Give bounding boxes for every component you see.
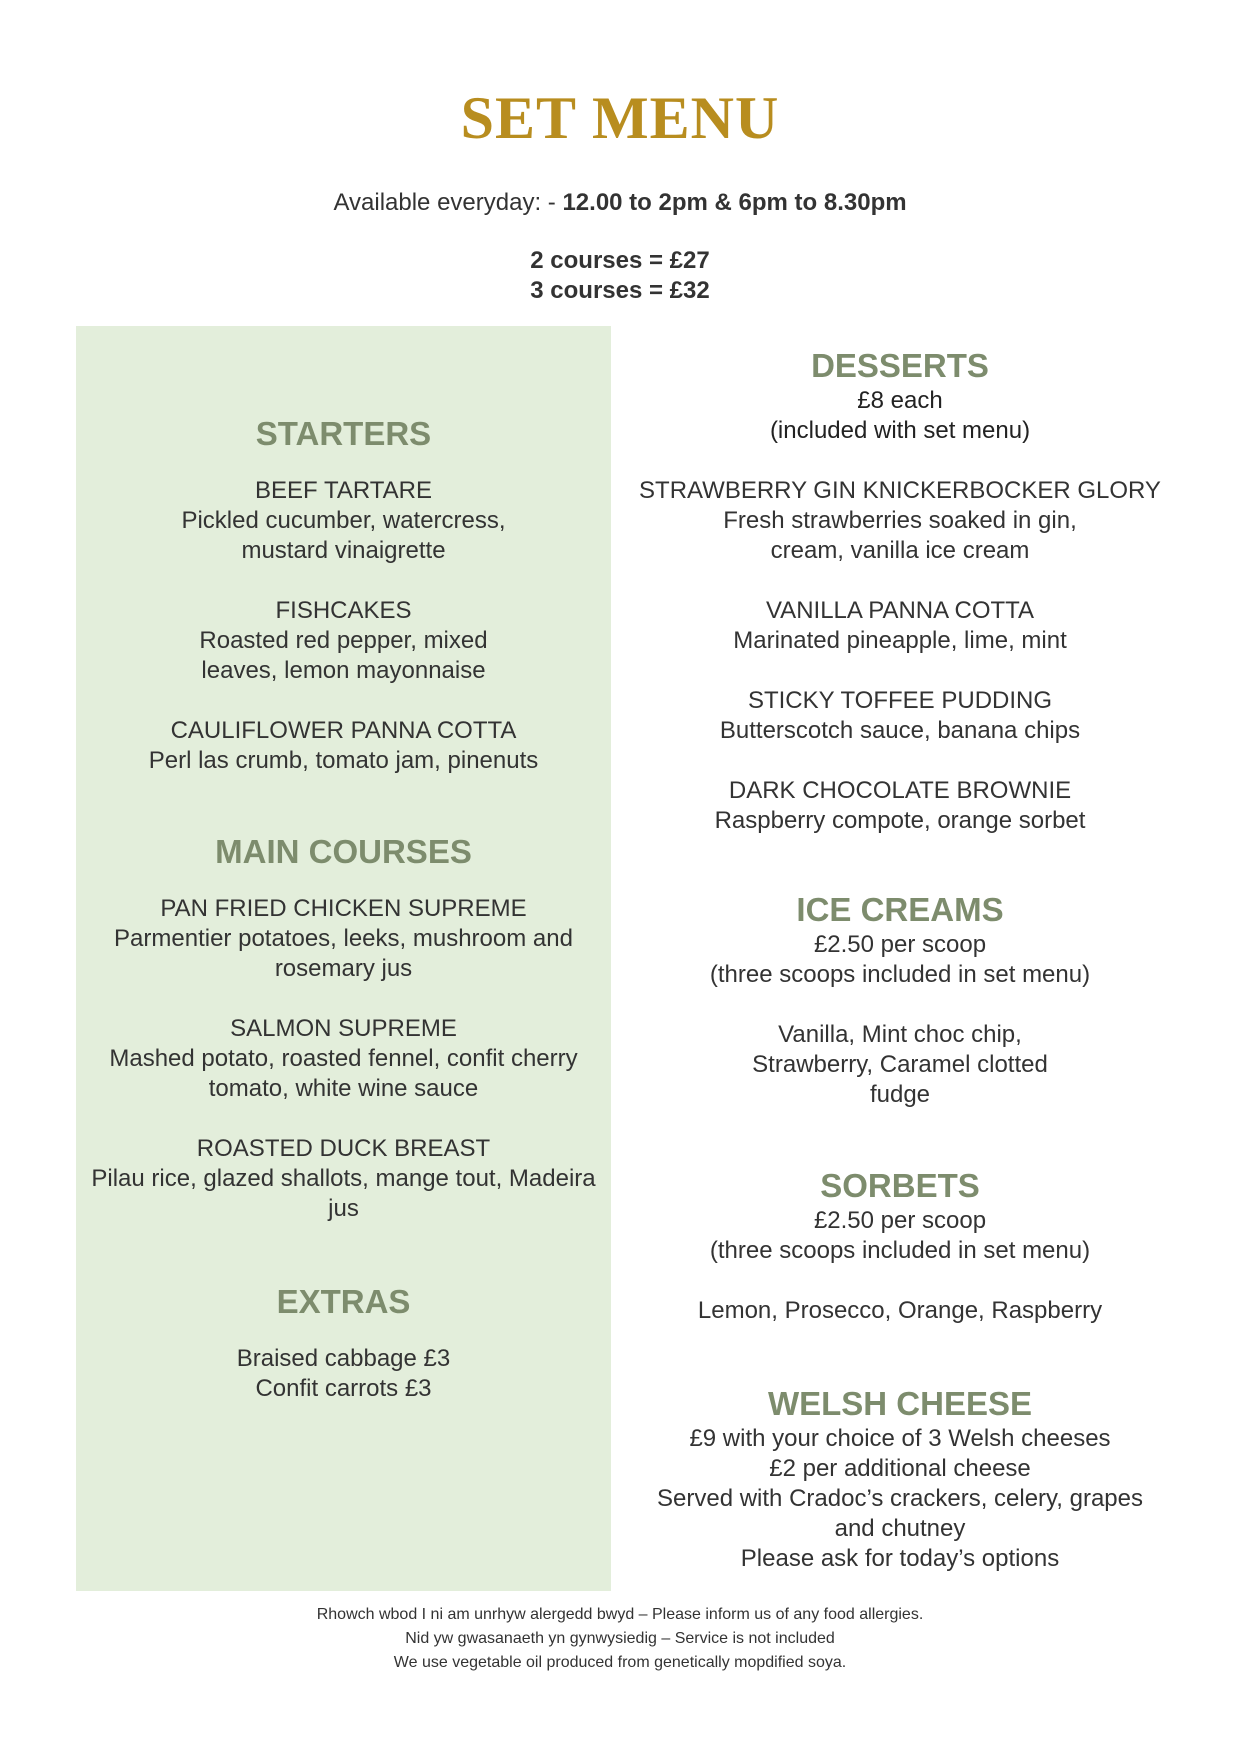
sorbets-heading: SORBETS	[820, 1167, 980, 1204]
dish-description: Raspberry compote, orange sorbet	[714, 807, 1086, 834]
dish-description: Butterscotch sauce, banana chips	[719, 717, 1081, 744]
sorbet-flavours: Lemon, Prosecco, Orange, Raspberry	[697, 1297, 1103, 1324]
footer-oil-note: We use vegetable oil produced from genetically mopdified soya.	[393, 1654, 847, 1671]
dessert-item	[630, 476, 1170, 566]
dessert-item	[630, 686, 1170, 746]
welsh-cheese-served-with: Served with Cradoc’s crackers, celery, grapes and chutney	[657, 1485, 1143, 1542]
dish-name: STRAWBERRY GIN KNICKERBOCKER GLORY	[639, 477, 1161, 504]
dish-name: SALMON SUPREME	[230, 1015, 457, 1042]
dish-name: BEEF TARTARE	[255, 477, 432, 504]
dish-description: Roasted red pepper, mixed leaves, lemon mayonnaise	[199, 627, 488, 684]
sorbets-note: (three scoops included in set menu)	[709, 1237, 1091, 1264]
dish-name: STICKY TOFFEE PUDDING	[747, 687, 1053, 714]
starter-item	[76, 476, 611, 566]
dish-description: Mashed potato, roasted fennel, confit cherry tomato, white wine sauce	[109, 1045, 578, 1102]
dish-name: ROASTED DUCK BREAST	[196, 1135, 491, 1162]
footer-service-note: Nid yw gwasanaeth yn gynwysiedig – Service is not included	[405, 1630, 835, 1647]
welsh-cheese-heading: WELSH CHEESE	[767, 1385, 1033, 1422]
ice-cream-flavours: Vanilla, Mint choc chip, Strawberry, Caramel clotted fudge	[752, 1021, 1048, 1108]
dish-description: Pickled cucumber, watercress, mustard vinaigrette	[181, 507, 506, 564]
footer-notes	[0, 1603, 1240, 1675]
dish-description: Perl las crumb, tomato jam, pinenuts	[148, 747, 539, 774]
desserts-note: (included with set menu)	[769, 417, 1031, 444]
desserts-price: £8 each	[857, 387, 943, 414]
dish-name: VANILLA PANNA COTTA	[765, 597, 1035, 624]
dish-description: Marinated pineapple, lime, mint	[733, 627, 1067, 654]
price-three-courses: 3 courses = £32	[530, 277, 710, 304]
availability-hours: 12.00 to 2pm & 6pm to 8.30pm	[562, 189, 907, 216]
extras-heading: EXTRAS	[276, 1283, 411, 1320]
footer-allergy-note: Rhowch wbod I ni am unrhyw alergedd bwyd – Please inform us of any food allergies.	[316, 1606, 924, 1623]
extra-item: Confit carrots £3	[255, 1375, 432, 1402]
dessert-item	[630, 596, 1170, 656]
starter-item	[76, 716, 611, 776]
dessert-item	[630, 776, 1170, 836]
availability-prefix: Available everyday: -	[333, 189, 563, 216]
ice-creams-note: (three scoops included in set menu)	[709, 961, 1091, 988]
main-courses-heading: MAIN COURSES	[215, 833, 472, 870]
ice-creams-price: £2.50 per scoop	[813, 931, 987, 958]
pricing-block	[0, 246, 1240, 306]
dish-name: PAN FRIED CHICKEN SUPREME	[160, 895, 527, 922]
welsh-cheese-offer: £9 with your choice of 3 Welsh cheeses	[689, 1425, 1111, 1452]
dish-description: Fresh strawberries soaked in gin, cream, vanilla ice cream	[723, 507, 1077, 564]
main-item	[76, 894, 611, 984]
page-title: SET MENU	[460, 85, 780, 151]
availability-line	[0, 186, 1240, 220]
dish-name: FISHCAKES	[275, 597, 412, 624]
desserts-heading: DESSERTS	[811, 347, 989, 384]
sorbets-price: £2.50 per scoop	[813, 1207, 987, 1234]
dish-description: Pilau rice, glazed shallots, mange tout, Madeira jus	[91, 1165, 596, 1222]
dish-name: DARK CHOCOLATE BROWNIE	[728, 777, 1072, 804]
dish-name: CAULIFLOWER PANNA COTTA	[170, 717, 517, 744]
welsh-cheese-ask: Please ask for today’s options	[740, 1545, 1060, 1572]
right-column	[630, 326, 1170, 1574]
dish-description: Parmentier potatoes, leeks, mushroom and rosemary jus	[114, 925, 573, 982]
main-item	[76, 1014, 611, 1104]
price-two-courses: 2 courses = £27	[530, 247, 710, 274]
starter-item	[76, 596, 611, 686]
ice-creams-heading: ICE CREAMS	[796, 891, 1004, 928]
welsh-cheese-additional: £2 per additional cheese	[769, 1455, 1031, 1482]
extra-item: Braised cabbage £3	[236, 1345, 451, 1372]
main-item	[76, 1134, 611, 1224]
starters-heading: STARTERS	[255, 415, 432, 452]
left-column	[76, 326, 611, 1404]
